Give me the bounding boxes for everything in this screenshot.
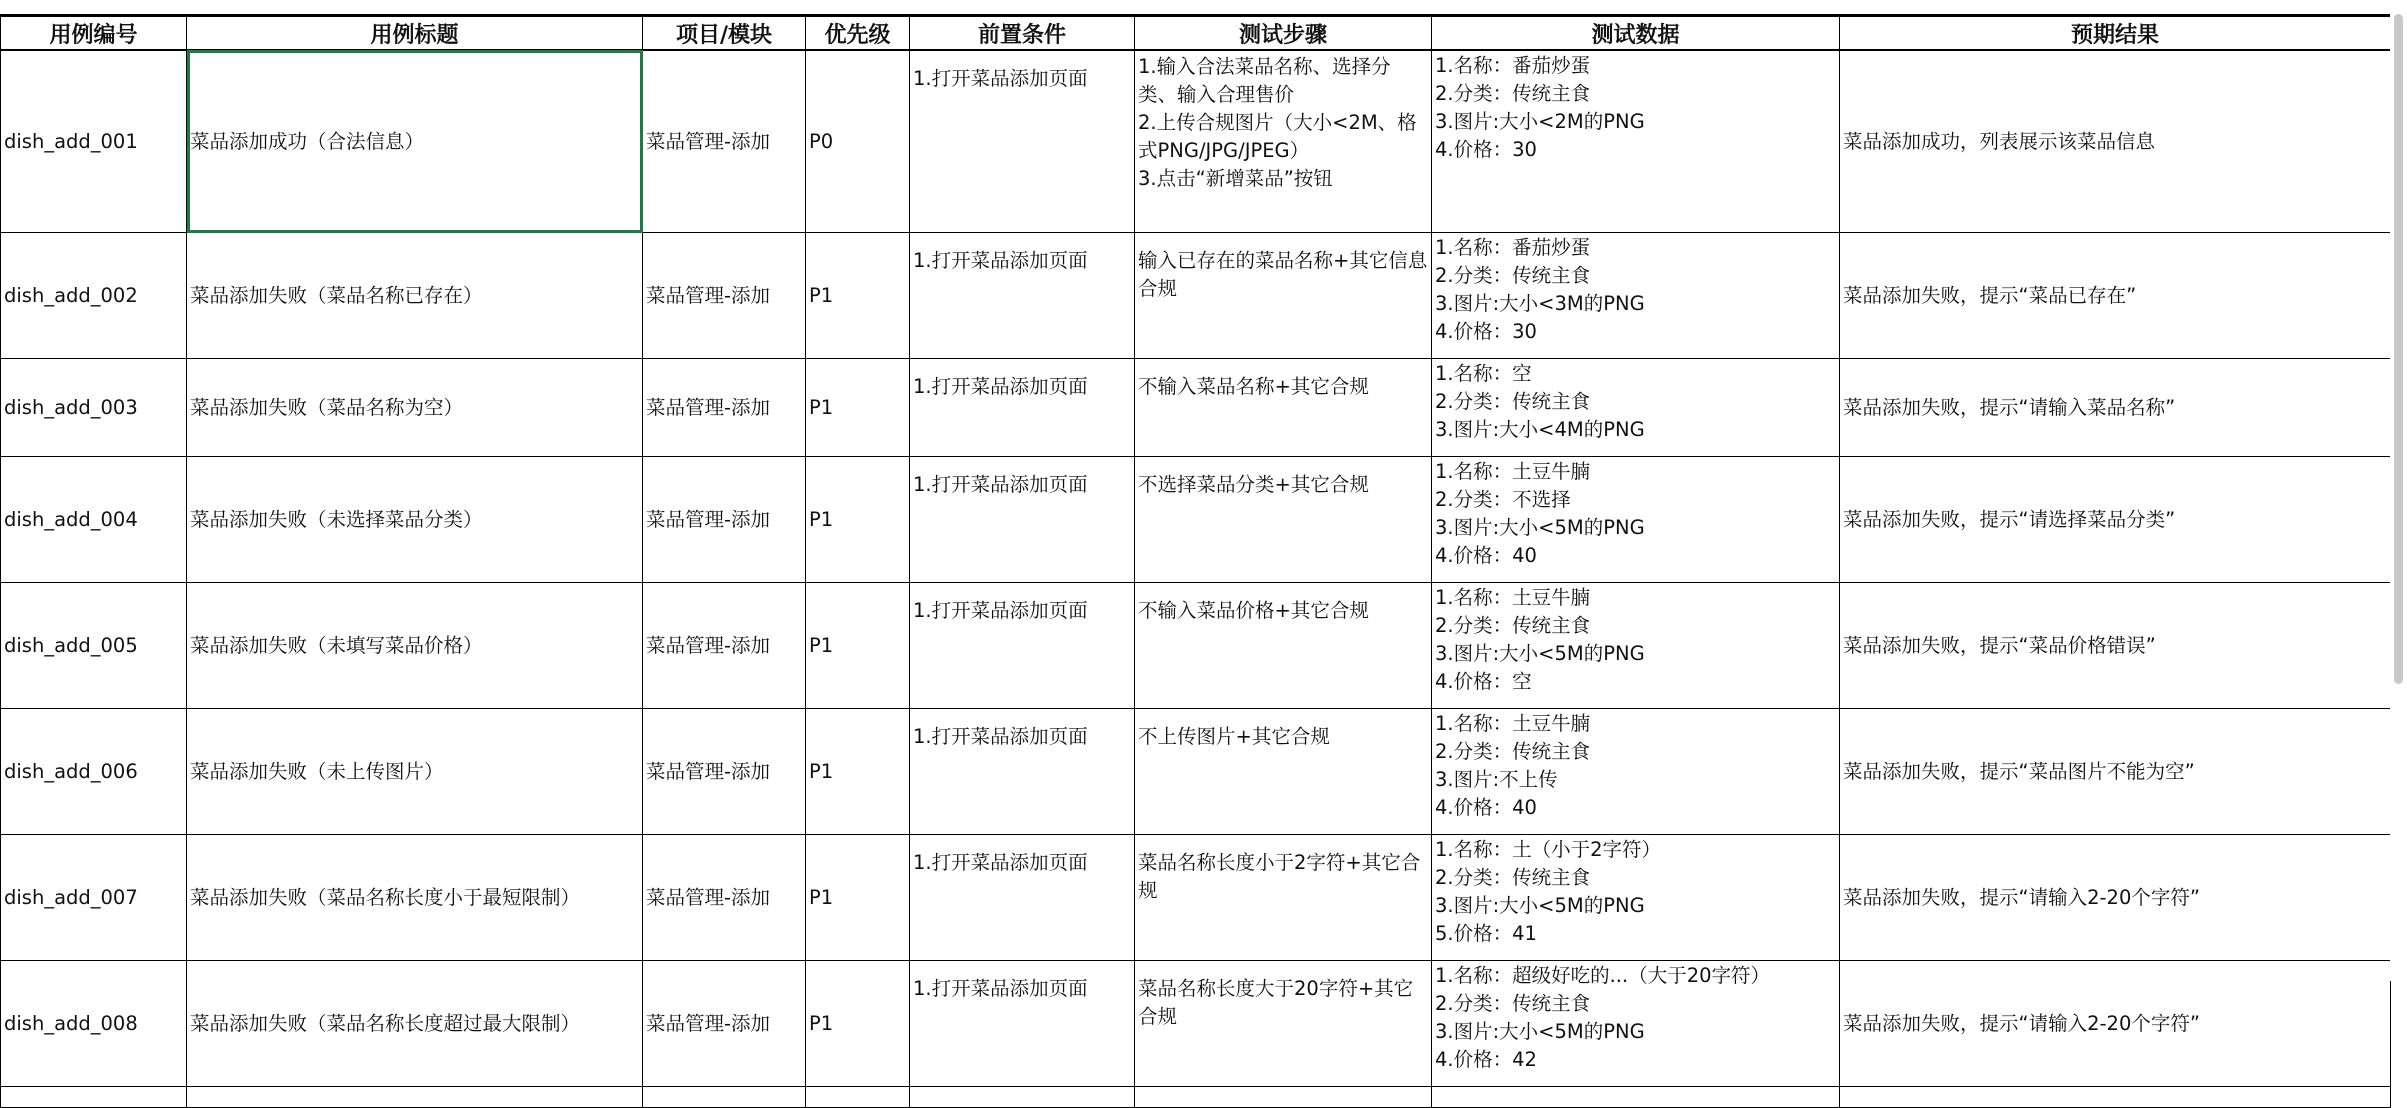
- test-data-cell[interactable]: [1432, 835, 1840, 961]
- empty-cell[interactable]: [1, 1087, 187, 1108]
- case-id-cell[interactable]: dish_add_008: [1, 961, 187, 1087]
- data-line: 1.名称：空: [1435, 362, 1532, 385]
- case-title-cell[interactable]: 菜品添加失败（菜品名称长度超过最大限制）: [187, 961, 643, 1087]
- table-row: [1, 1087, 2391, 1108]
- precondition-cell[interactable]: 1.打开菜品添加页面: [910, 961, 1135, 1087]
- data-line: 2.分类：传统主食: [1435, 992, 1591, 1015]
- precondition-cell[interactable]: 1.打开菜品添加页面: [910, 50, 1135, 233]
- precondition-cell[interactable]: 1.打开菜品添加页面: [910, 457, 1135, 583]
- data-line: 1.名称：超级好吃的...（大于20字符）: [1435, 964, 1771, 987]
- step-line: 不上传图片+其它合规: [1138, 725, 1330, 748]
- empty-cell[interactable]: [806, 1087, 910, 1108]
- case-id-cell[interactable]: dish_add_006: [1, 709, 187, 835]
- vertical-scrollbar[interactable]: [2390, 0, 2407, 981]
- data-line: 5.价格：41: [1435, 922, 1537, 945]
- column-header[interactable]: 用例编号: [1, 16, 187, 51]
- empty-cell[interactable]: [1135, 1087, 1432, 1108]
- data-line: 3.图片:大小<5M的PNG: [1435, 516, 1645, 539]
- case-id-cell[interactable]: dish_add_001: [1, 50, 187, 233]
- data-line: 2.分类：不选择: [1435, 488, 1571, 511]
- data-line: 4.价格：空: [1435, 670, 1532, 693]
- priority-cell[interactable]: P1: [806, 457, 910, 583]
- expected-result-cell[interactable]: 菜品添加失败，提示“请输入2-20个字符”: [1840, 961, 2391, 1087]
- empty-cell[interactable]: [643, 1087, 806, 1108]
- priority-cell[interactable]: P1: [806, 709, 910, 835]
- data-line: 1.名称：番茄炒蛋: [1435, 54, 1591, 77]
- table-row: [1, 233, 2391, 359]
- case-id-cell[interactable]: dish_add_002: [1, 233, 187, 359]
- expected-result-cell[interactable]: 菜品添加失败，提示“请输入菜品名称”: [1840, 359, 2391, 457]
- steps-cell[interactable]: [1135, 50, 1432, 233]
- case-id-cell[interactable]: dish_add_003: [1, 359, 187, 457]
- header-row: [1, 16, 2391, 51]
- table-row: [1, 50, 2391, 233]
- data-line: 4.价格：40: [1435, 796, 1537, 819]
- priority-cell[interactable]: P0: [806, 50, 910, 233]
- case-id-cell[interactable]: dish_add_007: [1, 835, 187, 961]
- test-data-cell[interactable]: [1432, 359, 1840, 457]
- data-line: 3.图片:大小<3M的PNG: [1435, 292, 1645, 315]
- column-header[interactable]: 用例标题: [187, 16, 643, 51]
- data-line: 2.分类：传统主食: [1435, 82, 1591, 105]
- column-header[interactable]: 预期结果: [1840, 16, 2391, 51]
- module-cell[interactable]: 菜品管理-添加: [643, 359, 806, 457]
- module-cell[interactable]: 菜品管理-添加: [643, 835, 806, 961]
- case-title-cell[interactable]: 菜品添加失败（菜品名称为空）: [187, 359, 643, 457]
- empty-cell[interactable]: [910, 1087, 1135, 1108]
- test-data-cell[interactable]: [1432, 233, 1840, 359]
- step-line: 不选择菜品分类+其它合规: [1138, 473, 1369, 496]
- module-cell[interactable]: 菜品管理-添加: [643, 583, 806, 709]
- steps-cell[interactable]: [1135, 961, 1432, 1087]
- data-line: 1.名称：土豆牛腩: [1435, 460, 1591, 483]
- test-data-cell[interactable]: [1432, 583, 1840, 709]
- column-header[interactable]: 项目/模块: [643, 16, 806, 51]
- empty-cell[interactable]: [187, 1087, 643, 1108]
- data-line: 1.名称：土（小于2字符）: [1435, 838, 1662, 861]
- test-data-cell[interactable]: [1432, 961, 1840, 1087]
- step-line: 不输入菜品名称+其它合规: [1138, 375, 1369, 398]
- steps-cell[interactable]: [1135, 709, 1432, 835]
- priority-cell[interactable]: P1: [806, 233, 910, 359]
- data-line: 1.名称：土豆牛腩: [1435, 586, 1591, 609]
- case-title-cell[interactable]: 菜品添加失败（未上传图片）: [187, 709, 643, 835]
- test-data-cell[interactable]: [1432, 50, 1840, 233]
- expected-result-cell[interactable]: 菜品添加失败，提示“菜品价格错误”: [1840, 583, 2391, 709]
- expected-result-cell[interactable]: 菜品添加成功，列表展示该菜品信息: [1840, 50, 2391, 233]
- data-line: 3.图片:大小<2M的PNG: [1435, 110, 1645, 133]
- priority-cell[interactable]: P1: [806, 961, 910, 1087]
- step-line: 不输入菜品价格+其它合规: [1138, 599, 1369, 622]
- module-cell[interactable]: 菜品管理-添加: [643, 709, 806, 835]
- table-row: [1, 359, 2391, 457]
- precondition-cell[interactable]: 1.打开菜品添加页面: [910, 583, 1135, 709]
- data-line: 4.价格：30: [1435, 138, 1537, 161]
- data-line: 2.分类：传统主食: [1435, 866, 1591, 889]
- table-row: [1, 583, 2391, 709]
- column-header[interactable]: 优先级: [806, 16, 910, 51]
- empty-cell[interactable]: [1432, 1087, 1840, 1108]
- precondition-cell[interactable]: 1.打开菜品添加页面: [910, 359, 1135, 457]
- column-header[interactable]: 前置条件: [910, 16, 1135, 51]
- row-header-strip: [1, 0, 2391, 16]
- data-line: 3.图片:大小<5M的PNG: [1435, 1020, 1645, 1043]
- expected-result-cell[interactable]: 菜品添加失败，提示“请输入2-20个字符”: [1840, 835, 2391, 961]
- test-data-cell[interactable]: [1432, 457, 1840, 583]
- data-line: 4.价格：40: [1435, 544, 1537, 567]
- case-title-cell[interactable]: 菜品添加失败（未填写菜品价格）: [187, 583, 643, 709]
- step-line: 菜品名称长度大于20字符+其它合规: [1138, 977, 1414, 1028]
- case-title-cell[interactable]: 菜品添加失败（未选择菜品分类）: [187, 457, 643, 583]
- test-data-cell[interactable]: [1432, 709, 1840, 835]
- table-row: [1, 457, 2391, 583]
- case-id-cell[interactable]: dish_add_005: [1, 583, 187, 709]
- precondition-cell[interactable]: 1.打开菜品添加页面: [910, 709, 1135, 835]
- table-row: [1, 835, 2391, 961]
- expected-result-cell[interactable]: 菜品添加失败，提示“菜品已存在”: [1840, 233, 2391, 359]
- data-line: 2.分类：传统主食: [1435, 740, 1591, 763]
- module-cell[interactable]: 菜品管理-添加: [643, 961, 806, 1087]
- column-header[interactable]: 测试数据: [1432, 16, 1840, 51]
- steps-cell[interactable]: [1135, 233, 1432, 359]
- precondition-cell[interactable]: 1.打开菜品添加页面: [910, 233, 1135, 359]
- table-row: [1, 961, 2391, 1087]
- data-line: 2.分类：传统主食: [1435, 614, 1591, 637]
- data-line: 4.价格：42: [1435, 1048, 1537, 1071]
- data-line: 3.图片:大小<5M的PNG: [1435, 894, 1645, 917]
- step-line: 2.上传合规图片（大小<2M、格式PNG/JPG/JPEG）: [1138, 111, 1417, 162]
- column-header[interactable]: 测试步骤: [1135, 16, 1432, 51]
- steps-cell[interactable]: [1135, 835, 1432, 961]
- empty-cell[interactable]: [1840, 1087, 2391, 1108]
- data-line: 2.分类：传统主食: [1435, 390, 1591, 413]
- data-line: 3.图片:大小<5M的PNG: [1435, 642, 1645, 665]
- data-line: 1.名称：土豆牛腩: [1435, 712, 1591, 735]
- data-line: 4.价格：30: [1435, 320, 1537, 343]
- precondition-cell[interactable]: 1.打开菜品添加页面: [910, 835, 1135, 961]
- case-title-cell[interactable]: 菜品添加失败（菜品名称已存在）: [187, 233, 643, 359]
- module-cell[interactable]: 菜品管理-添加: [643, 233, 806, 359]
- data-line: 3.图片:不上传: [1435, 768, 1558, 791]
- case-title-cell[interactable]: 菜品添加成功（合法信息）: [187, 50, 643, 233]
- module-cell[interactable]: 菜品管理-添加: [643, 457, 806, 583]
- expected-result-cell[interactable]: 菜品添加失败，提示“菜品图片不能为空”: [1840, 709, 2391, 835]
- priority-cell[interactable]: P1: [806, 583, 910, 709]
- data-line: 3.图片:大小<4M的PNG: [1435, 418, 1645, 441]
- step-line: 输入已存在的菜品名称+其它信息 合规: [1138, 249, 1428, 300]
- step-line: 菜品名称长度小于2字符+其它合规: [1138, 851, 1421, 902]
- module-cell[interactable]: 菜品管理-添加: [643, 50, 806, 233]
- step-line: 3.点击“新增菜品”按钮: [1138, 167, 1333, 190]
- priority-cell[interactable]: P1: [806, 359, 910, 457]
- expected-result-cell[interactable]: 菜品添加失败，提示“请选择菜品分类”: [1840, 457, 2391, 583]
- table-row: [1, 709, 2391, 835]
- case-id-cell[interactable]: dish_add_004: [1, 457, 187, 583]
- priority-cell[interactable]: P1: [806, 835, 910, 961]
- steps-cell[interactable]: [1135, 457, 1432, 583]
- scroll-thumb[interactable]: [2394, 14, 2403, 684]
- data-line: 1.名称：番茄炒蛋: [1435, 236, 1591, 259]
- case-title-cell[interactable]: 菜品添加失败（菜品名称长度小于最短限制）: [187, 835, 643, 961]
- steps-cell[interactable]: [1135, 583, 1432, 709]
- step-line: 1.输入合法菜品名称、选择分类、输入合理售价: [1138, 55, 1391, 106]
- steps-cell[interactable]: [1135, 359, 1432, 457]
- data-line: 2.分类：传统主食: [1435, 264, 1591, 287]
